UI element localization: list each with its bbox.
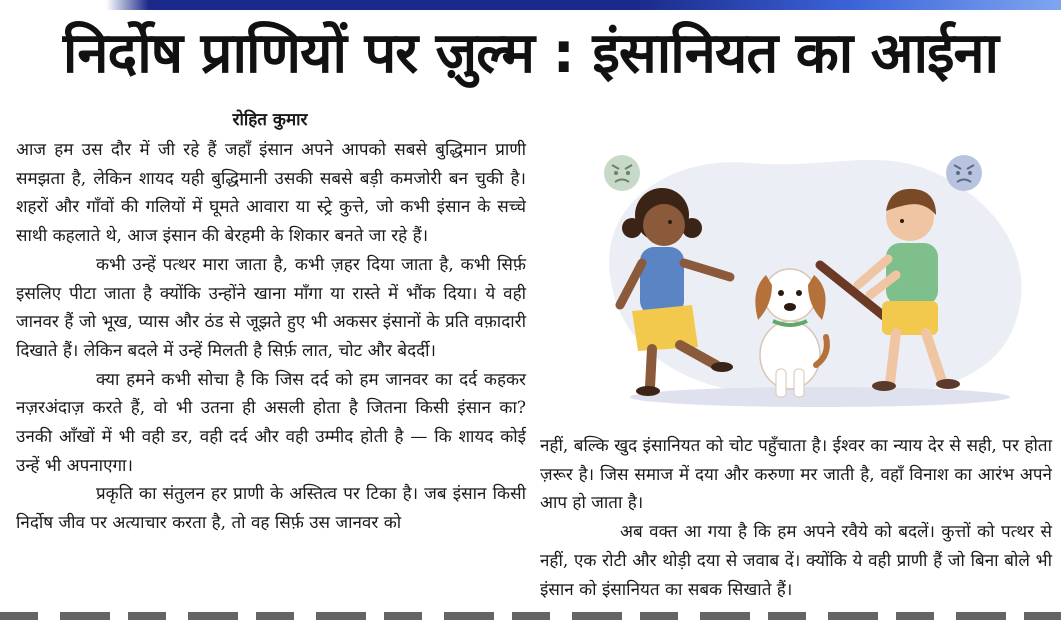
paragraph-6: अब वक्त आ गया है कि हम अपने रवैये को बदलें। कुत्तों को पत्थर से नहीं, एक रोटी और थोड़ी दया से जवाब दें। क्योंकि ये वही प्राणी हैं जो बिना बोले भी इंसान को इंसानियत का सबक सिखाते हैं।: [540, 522, 1052, 600]
ground-shadow: [630, 387, 1010, 407]
angry-face-icon: [604, 155, 640, 191]
article-illustration: [580, 125, 1050, 417]
paragraph-1: आज हम उस दौर में जी रहे हैं जहाँ इंसान अपने आपको सबसे बुद्धिमान प्राणी समझता है, लेकिन शायद यही बुद्धिमानी उसकी सबसे बड़ी कमजोरी बन चुकी है। शहरों और गाँवों की गलियों में घूमते आवारा या स्ट्रे कुत्ते, जो कभी इंसान के सच्चे साथी कहलाते थे, आज इंसान की बेरहमी के शिकार बनते जा रहे हैं।: [16, 140, 526, 247]
article-headline: निर्दोष प्राणियों पर ज़ुल्म : इंसानियत का आईना: [62, 21, 999, 86]
article-byline: रोहित कुमार: [232, 110, 308, 130]
angry-face-icon: [946, 155, 982, 191]
paragraph-4: प्रकृति का संतुलन हर प्राणी के अस्तित्व पर टिका है। जब इंसान किसी निर्दोष जीव पर अत्याचार करता है, तो वह सिर्फ़ उस जानवर को: [16, 484, 526, 534]
article-column-right: [540, 432, 1052, 604]
paragraph-2: कभी उन्हें पत्थर मारा जाता है, कभी ज़हर दिया जाता है, कभी सिर्फ़ इसलिए पीटा जाता है क्योंकि उन्होंने खाना माँगा या रास्ते में भौंक दिया। ये वही जानवर हैं जो भूख, प्यास और ठंड से जूझते हुए भी अकसर इंसानों के प्रति वफ़ादारी दिखाते हैं। लेकिन बदले में उन्हें मिलती है सिर्फ़ लात, चोट और बेदर्दी।: [16, 254, 526, 361]
article-column-left: [16, 136, 526, 538]
paragraph-5: नहीं, बल्कि खुद इंसानियत को चोट पहुँचाता है। ईश्वर का न्याय देर से सही, पर होता ज़रूर है। जिस समाज में दया और करुणा मर जाती है, वहाँ विनाश का आरंभ अपने आप हो जाता है।: [540, 436, 1052, 514]
paragraph-3: क्या हमने कभी सोचा है कि जिस दर्द को हम जानवर का दर्द कहकर नज़रअंदाज़ करते हैं, वो भी उतना ही असली होता है जितना किसी इंसान का? उनकी आँखों में भी वही डर, वही दर्द और वही उम्मीद होती है — कि शायद कोई उन्हें भी अपनाएगा।: [16, 369, 526, 476]
next-headline-fragment: [0, 612, 1061, 620]
illustration-svg: [580, 125, 1050, 417]
